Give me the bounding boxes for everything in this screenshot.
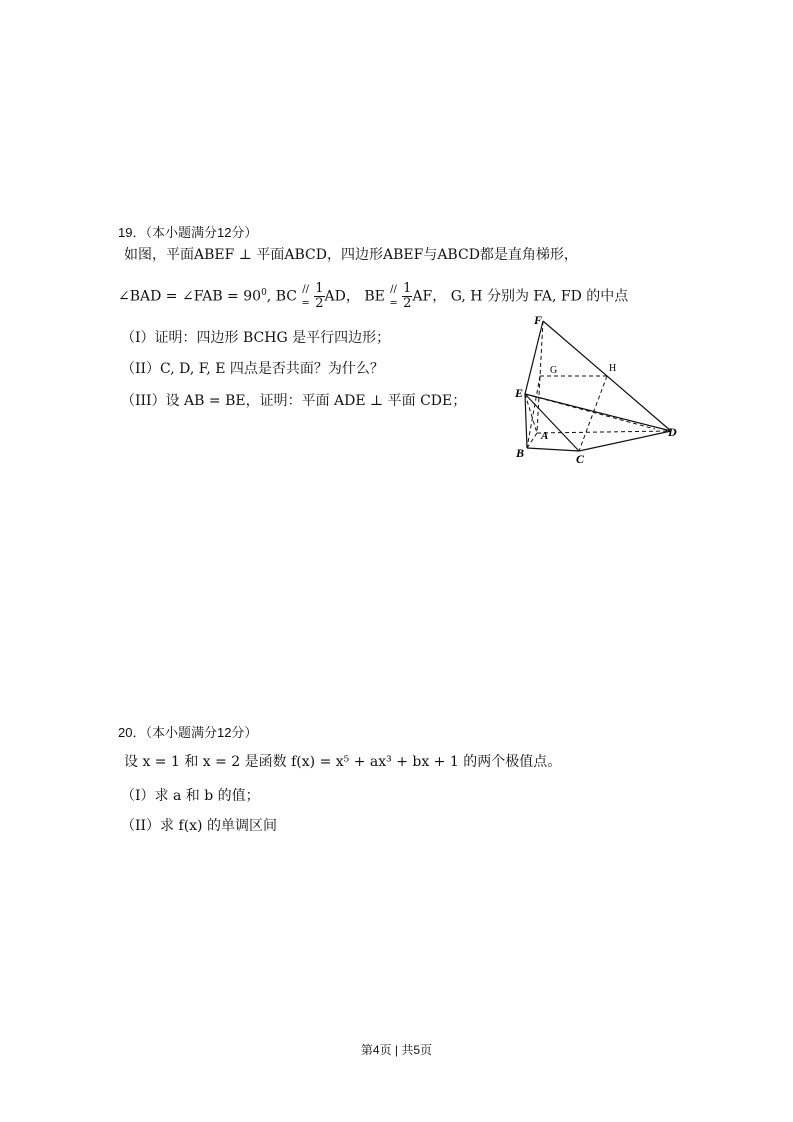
- q20-intro: 设 x = 1 和 x = 2 是函数 f(x) = x⁵ + ax³ + bx + 1 的两个极值点。: [124, 754, 562, 770]
- q20-header: 20．（本小题满分12分）: [118, 725, 258, 740]
- page-footer: 第4页 | 共5页: [360, 1043, 433, 1057]
- parallel-equal-symbol: // =: [301, 283, 310, 309]
- half-den-2: 2: [403, 296, 412, 312]
- q19-part1: （I）证明：四边形 BCHG 是平行四边形；: [121, 330, 391, 346]
- q20-part2: （II）求 f(x) 的单调区间: [121, 818, 277, 834]
- label-G: G: [550, 365, 558, 376]
- half-den: 2: [315, 296, 324, 312]
- q19-ad-label: AD，: [324, 288, 360, 305]
- edge-BC: [527, 448, 579, 451]
- q19-part2: （II）C, D, F, E 四点是否共面？为什么？: [121, 361, 384, 377]
- parallel-mark: //: [302, 283, 309, 295]
- label-F: F: [534, 313, 543, 327]
- q19-degree-sup: 0: [261, 288, 267, 298]
- label-D: D: [668, 425, 677, 439]
- label-H: H: [609, 363, 617, 374]
- label-B: B: [516, 446, 525, 460]
- label-A: A: [541, 430, 549, 442]
- edge-EB: [525, 394, 527, 448]
- label-C: C: [576, 452, 585, 466]
- q19-be-label: BE: [364, 288, 385, 305]
- edge-AD: [537, 431, 671, 433]
- q19-angle-condition: ∠BAD = ∠FAB = 90: [118, 288, 262, 305]
- label-E: E: [515, 386, 524, 400]
- parallel-mark-2: //: [390, 283, 397, 295]
- half-fraction-2: [402, 282, 412, 311]
- q19-intro: 如图，平面ABEF ⊥ 平面ABCD，四边形ABEF与ABCD都是直角梯形，: [124, 247, 578, 263]
- q19-part3: （III）设 AB = BE，证明：平面 ADE ⊥ 平面 CDE；: [121, 393, 467, 409]
- q20-part1: （I）求 a 和 b 的值；: [121, 788, 260, 804]
- half-num-2: 1: [403, 281, 412, 297]
- parallel-equal-symbol-2: // =: [389, 283, 398, 309]
- half-fraction: [314, 282, 324, 311]
- geometry-figure: [505, 308, 680, 468]
- q19-header: 19．（本小题满分12分）: [118, 225, 258, 240]
- edge-FE: [525, 321, 543, 394]
- edge-CD: [579, 431, 671, 451]
- q19-midpoint-text: G, H 分别为 FA, FD 的中点: [450, 288, 629, 305]
- q19-af-label: AF，: [412, 288, 447, 305]
- half-num: 1: [315, 281, 324, 297]
- q19-bc-label: , BC: [266, 288, 297, 305]
- edge-EC: [525, 394, 579, 451]
